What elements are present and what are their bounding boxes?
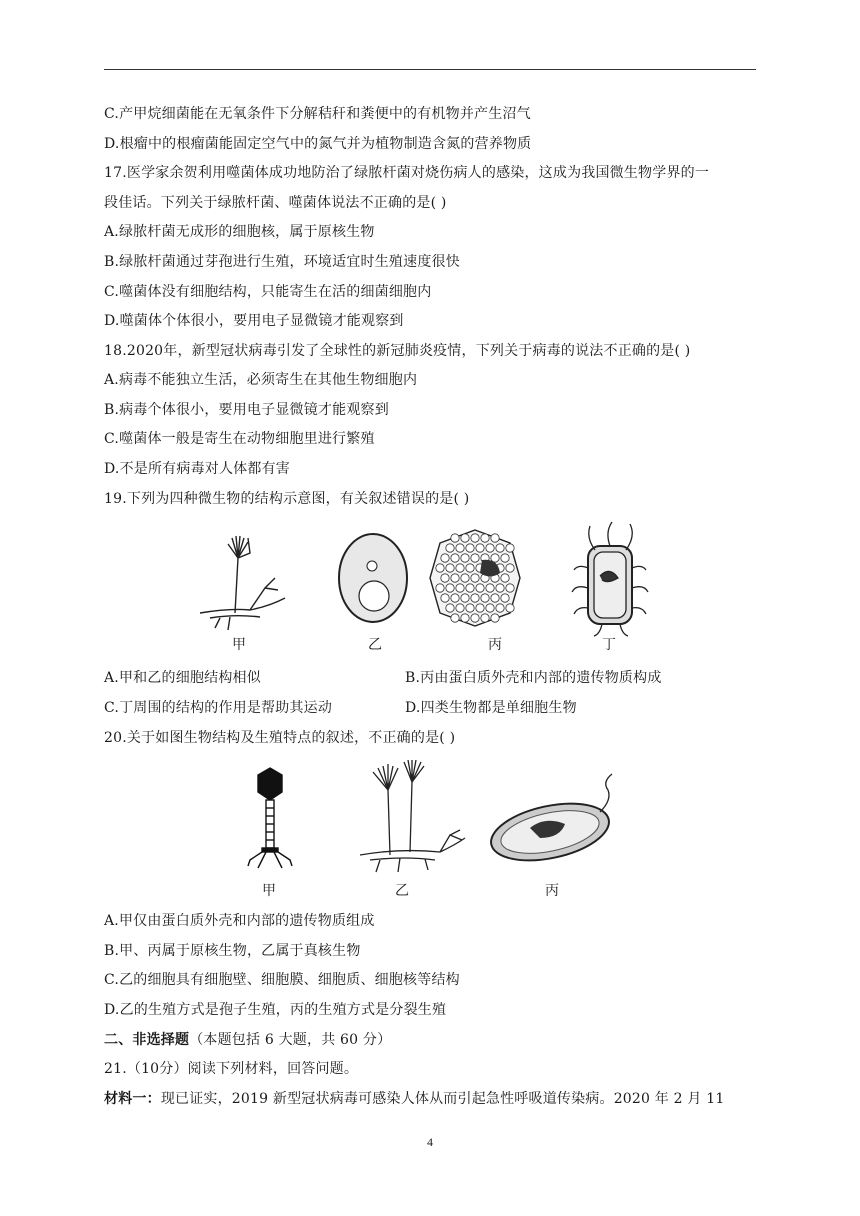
q19-option-a: A.甲和乙的细胞结构相似 xyxy=(104,670,261,686)
capsomere xyxy=(496,604,504,612)
capsomere xyxy=(481,614,489,622)
q18-stem: 18.2020年，新型冠状病毒引发了全球性的新冠肺炎疫情，下列关于病毒的说法不正确的是( ) xyxy=(104,343,691,359)
capsomere xyxy=(481,594,489,602)
bacterium-illustration xyxy=(572,522,648,636)
capsomere xyxy=(436,564,444,572)
capsomere xyxy=(461,574,469,582)
q16-option-d: D.根瘤中的根瘤菌能固定空气中的氮气并为植物制造含氮的营养物质 xyxy=(104,136,532,152)
q19-figure-drawings xyxy=(190,518,670,638)
capsomere xyxy=(446,604,454,612)
capsomere xyxy=(456,564,464,572)
capsomere xyxy=(456,544,464,552)
q17-option-c: C.噬菌体没有细胞结构，只能寄生在活的细菌细胞内 xyxy=(104,284,432,300)
capsomere xyxy=(491,534,499,542)
q18-option-c: C.噬菌体一般是寄生在动物细胞里进行繁殖 xyxy=(104,431,375,447)
q20-option-c: C.乙的细胞具有细胞壁、细胞膜、细胞质、细胞核等结构 xyxy=(104,972,460,988)
q19-option-d: D.四类生物都是单细胞生物 xyxy=(405,700,577,716)
capsomere xyxy=(496,584,504,592)
q20-figure-drawings xyxy=(240,760,640,878)
q17-option-a: A.绿脓杆菌无成形的细胞核，属于原核生物 xyxy=(104,224,375,240)
capsomere xyxy=(446,564,454,572)
q16-option-c: C.产甲烷细菌能在无氧条件下分解秸秆和粪便中的有机物并产生沼气 xyxy=(104,106,531,122)
capsomere xyxy=(491,614,499,622)
q21-stem: 21.（10分）阅读下列材料，回答问题。 xyxy=(104,1061,359,1077)
page-number: 4 xyxy=(427,1135,433,1149)
capsomere xyxy=(451,594,459,602)
capsomere xyxy=(501,594,509,602)
capsomere xyxy=(456,604,464,612)
capsomere xyxy=(461,534,469,542)
capsomere xyxy=(506,564,514,572)
capsomere xyxy=(471,554,479,562)
material-1-text: 现已证实，2019 新型冠状病毒可感染人体从而引起急性呼吸道传染病。2020 年 2 月 11 xyxy=(160,1091,725,1107)
mold-illustration xyxy=(200,536,285,630)
capsomere xyxy=(466,544,474,552)
q17-stem-line2: 段佳话。下列关于绿脓杆菌、噬菌体说法不正确的是( ) xyxy=(104,195,447,211)
capsomere xyxy=(436,584,444,592)
section-2-heading xyxy=(104,1030,391,1050)
capsomere xyxy=(486,604,494,612)
capsomere xyxy=(491,594,499,602)
capsomere xyxy=(476,544,484,552)
virus-illustration xyxy=(430,530,520,626)
q17-stem-line1: 17.医学家余贺利用噬菌体成功地防治了绿脓杆菌对烧伤病人的感染，这成为我国微生物学界的一 xyxy=(104,165,710,181)
capsomere xyxy=(501,574,509,582)
q17-option-d: D.噬菌体个体很小，要用电子显微镜才能观察到 xyxy=(104,313,404,329)
capsomere xyxy=(451,534,459,542)
capsomere xyxy=(471,534,479,542)
yeast-illustration xyxy=(339,534,407,622)
capsomere xyxy=(441,554,449,562)
capsomere xyxy=(466,564,474,572)
q19-figure xyxy=(190,518,670,658)
capsomere xyxy=(471,574,479,582)
bacterium-illustration-2 xyxy=(486,774,614,870)
fig19-label-bing: 丙 xyxy=(488,637,502,653)
capsomere xyxy=(466,604,474,612)
capsomere xyxy=(486,544,494,552)
capsomere xyxy=(486,584,494,592)
fig20-label-jia: 甲 xyxy=(262,883,276,899)
q19-option-b: B.丙由蛋白质外壳和内部的遗传物质构成 xyxy=(405,670,662,686)
material-1 xyxy=(104,1089,724,1109)
q20-figure xyxy=(240,760,640,902)
capsomere xyxy=(441,594,449,602)
capsomere xyxy=(506,544,514,552)
fig19-label-jia: 甲 xyxy=(232,637,246,653)
q20-stem: 20.关于如图生物结构及生殖特点的叙述，不正确的是( ) xyxy=(104,730,456,746)
q18-option-d: D.不是所有病毒对人体都有害 xyxy=(104,461,290,477)
capsomere xyxy=(476,604,484,612)
capsomere xyxy=(456,584,464,592)
q17-option-b: B.绿脓杆菌通过芽孢进行生殖，环境适宜时生殖速度很快 xyxy=(104,254,460,270)
capsomere xyxy=(451,554,459,562)
q18-option-b: B.病毒个体很小，要用电子显微镜才能观察到 xyxy=(104,402,389,418)
capsomere xyxy=(481,534,489,542)
capsomere xyxy=(446,584,454,592)
capsomere xyxy=(441,574,449,582)
q19-option-c: C.丁周围的结构的作用是帮助其运动 xyxy=(104,700,333,716)
fig20-label-bing: 丙 xyxy=(545,883,559,899)
capsomere xyxy=(461,614,469,622)
q18-option-a: A.病毒不能独立生活，必须寄生在其他生物细胞内 xyxy=(104,372,418,388)
capsomere xyxy=(496,544,504,552)
fig19-label-yi: 乙 xyxy=(368,637,382,653)
q20-option-d: D.乙的生殖方式是孢子生殖，丙的生殖方式是分裂生殖 xyxy=(104,1002,447,1018)
capsomere xyxy=(501,554,509,562)
capsomere xyxy=(506,584,514,592)
bacteriophage-illustration xyxy=(248,768,292,868)
mold-illustration-2 xyxy=(360,760,465,872)
capsomere xyxy=(461,594,469,602)
capsomere xyxy=(471,594,479,602)
section-2-note: （本题包括 6 大题，共 60 分） xyxy=(189,1032,392,1048)
fig20-label-yi: 乙 xyxy=(395,883,409,899)
material-1-label: 材料一： xyxy=(104,1091,161,1107)
capsomere xyxy=(476,584,484,592)
capsomere xyxy=(506,604,514,612)
capsomere xyxy=(451,574,459,582)
capsomere xyxy=(446,544,454,552)
fig19-label-ding: 丁 xyxy=(602,637,616,653)
capsomere xyxy=(451,614,459,622)
q19-stem: 19.下列为四种微生物的结构示意图，有关叙述错误的是( ) xyxy=(104,491,470,507)
section-2-title: 二、非选择题 xyxy=(104,1032,190,1048)
capsomere xyxy=(471,614,479,622)
capsomere xyxy=(466,584,474,592)
q20-option-b: B.甲、丙属于原核生物，乙属于真核生物 xyxy=(104,943,361,959)
q20-option-a: A.甲仅由蛋白质外壳和内部的遗传物质组成 xyxy=(104,913,375,929)
capsomere xyxy=(461,554,469,562)
header-rule xyxy=(104,69,756,70)
